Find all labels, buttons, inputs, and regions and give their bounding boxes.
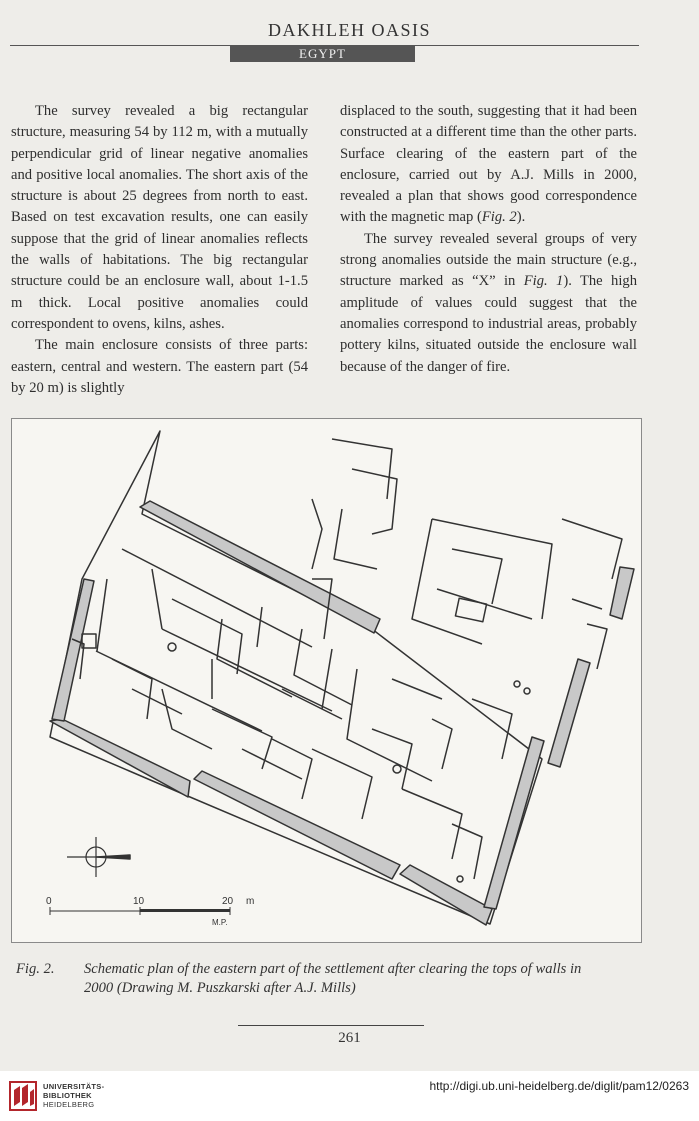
right-paragraph-2-text-b: ). The high amplitude of values could suggest that the anomalies correspond to industrial areas, probably pottery kilns, situated outside the enclosure wall because of the danger of fire.: [340, 273, 637, 375]
library-name: [43, 1082, 104, 1109]
figure-plan: [11, 418, 642, 943]
east-outer-wall: [548, 659, 590, 767]
enclosure-outer: [50, 431, 542, 924]
figure-reference: Fig. 1: [523, 273, 564, 290]
caption-line-2: 2000 (Drawing M. Puszkarski after A.J. Mills): [84, 980, 356, 996]
running-header: DAKHLEH OASIS: [268, 20, 431, 40]
scale-label-0: 0: [46, 896, 52, 907]
southeast-wall: [400, 865, 492, 925]
west-outer-wall: [52, 579, 94, 721]
right-paragraph-2-text-a: The survey revealed several groups of very strong anomalies outside the main structure (e.g., structure marked as “X” in: [340, 230, 637, 290]
east-wall: [484, 737, 544, 909]
drawing-initials: M.P.: [212, 918, 228, 927]
footer-rule: [238, 1025, 424, 1026]
library-logo-icon: [8, 1080, 38, 1112]
section-band: EGYPT: [230, 46, 415, 62]
page-number: 261: [338, 1030, 361, 1046]
north-wall: [140, 501, 380, 633]
right-paragraph-1-text: displaced to the south, suggesting that it had been constructed at a different time than the other parts. Surface clearing of the eastern part of the enclosure, carried out by A.J. Mills in 2000, revealed a plan that shows good correspondence with the magnetic map (: [340, 103, 637, 226]
left-column: [11, 101, 308, 399]
caption-line-1: Schematic plan of the eastern part of the settlement after clearing the tops of walls in: [84, 961, 582, 977]
library-name-line-2: BIBLIOTHEK: [43, 1091, 92, 1100]
left-paragraph-1: The survey revealed a big rectangular structure, measuring 54 by 112 m, with a mutually perpendicular grid of linear negative anomalies and positive local anomalies. The short axis of the structure is about 25 degrees from north to east. Based on test excavation results, one can easily suppose that the grid of linear anomalies reflects the walls of habitations. The big rectangular structure could be an enclosure wall, about 1-1.5 m thick. Local positive anomalies could correspondent to ovens, kilns, ashes.: [11, 103, 308, 332]
scale-label-20: 20: [222, 896, 234, 907]
caption-label: Fig. 2.: [16, 961, 55, 977]
left-paragraph-2: The main enclosure consists of three parts: eastern, central and western. The eastern part (54 by 20 m) is slightly: [11, 337, 308, 396]
library-name-line-1: UNIVERSITÄTS-: [43, 1082, 105, 1091]
right-paragraph-2: [340, 229, 637, 378]
scale-label-unit: m: [246, 896, 255, 907]
right-column: [340, 101, 637, 378]
settlement-plan-drawing: [12, 419, 641, 942]
scale-label-10: 10: [133, 896, 145, 907]
footer-bar: [0, 1071, 699, 1121]
source-url-link[interactable]: http://digi.ub.uni-heidelberg.de/diglit/pam12/0263: [429, 1079, 689, 1093]
figure-reference: Fig. 2: [481, 209, 517, 226]
figure-caption: [16, 960, 636, 998]
library-name-line-3: HEIDELBERG: [43, 1100, 95, 1109]
right-paragraph-1: [340, 101, 637, 229]
west-wall: [50, 719, 190, 797]
right-paragraph-1-end: ).: [516, 209, 526, 226]
